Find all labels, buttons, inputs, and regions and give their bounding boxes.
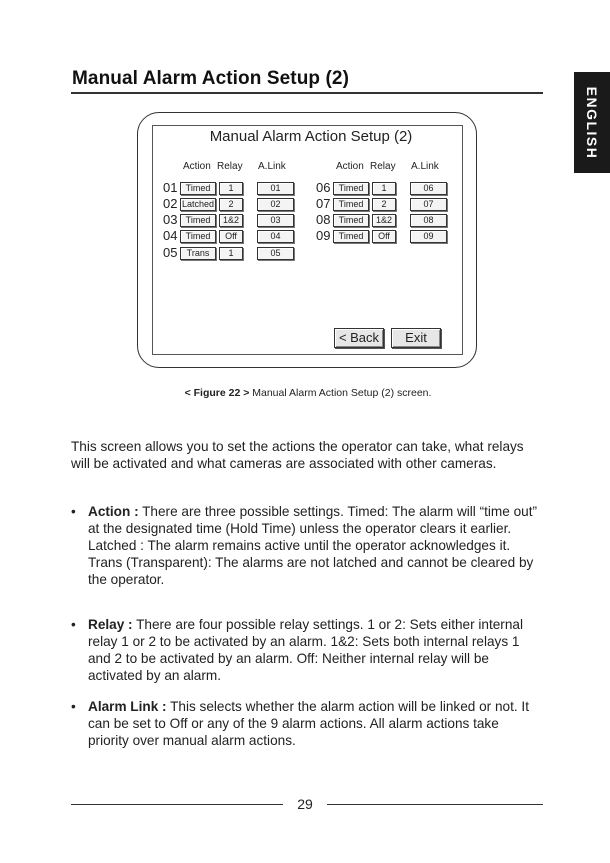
alarm-link-field[interactable]: 06 xyxy=(410,182,447,195)
figure-caption-label: < Figure 22 > xyxy=(184,387,250,399)
alarm-number: 01 xyxy=(163,180,178,195)
bullet-term: Relay : xyxy=(88,617,133,632)
figure-caption xyxy=(0,387,610,399)
alarm-number: 05 xyxy=(163,245,178,260)
page-number: 29 xyxy=(297,796,313,812)
action-field[interactable]: Timed xyxy=(180,182,216,195)
left-relay-header: Relay xyxy=(217,161,243,172)
alarm-link-field[interactable]: 09 xyxy=(410,230,447,243)
bullet-alarm-link xyxy=(71,698,541,750)
footer-rule-right xyxy=(327,804,543,805)
figure-caption-text: Manual Alarm Action Setup (2) screen. xyxy=(249,387,432,399)
action-field[interactable]: Timed xyxy=(180,230,216,243)
relay-field[interactable]: 1&2 xyxy=(219,214,243,227)
relay-field[interactable]: 1 xyxy=(219,247,243,260)
action-field[interactable]: Timed xyxy=(333,230,369,243)
alarm-number: 08 xyxy=(316,212,331,227)
relay-field[interactable]: 1 xyxy=(372,182,396,195)
bullet-description-continued: Latched : The alarm remains active until the operator acknowledges it. Trans (Transparent): The alarms are not latched and cannot be cleared by the operator. xyxy=(88,538,534,587)
bullet-dot: • xyxy=(71,504,76,519)
alarm-link-field[interactable]: 08 xyxy=(410,214,447,227)
relay-field[interactable]: 1&2 xyxy=(372,214,396,227)
bullet-action xyxy=(71,503,541,603)
action-field[interactable]: Trans xyxy=(180,247,216,260)
exit-button[interactable]: Exit xyxy=(391,328,441,348)
bullet-term: Action : xyxy=(88,504,139,519)
right-link-header: A.Link xyxy=(411,161,439,172)
alarm-link-field[interactable]: 02 xyxy=(257,198,294,211)
right-relay-header: Relay xyxy=(370,161,396,172)
action-field[interactable]: Timed xyxy=(333,214,369,227)
alarm-link-field[interactable]: 05 xyxy=(257,247,294,260)
intro-paragraph: This screen allows you to set the actions the operator can take, what relays will be activated and what cameras are associated with other cameras. xyxy=(71,439,524,471)
bullet-description: There are four possible relay settings. 1 or 2: Sets either internal relay 1 or 2 to be activated by an alarm. 1&2: Sets both internal relays 1 and 2 to be activated by an alarm. Off: Neither internal relay will be activated by an alarm. xyxy=(88,617,523,683)
left-action-header: Action xyxy=(183,161,211,172)
relay-field[interactable]: 1 xyxy=(219,182,243,195)
alarm-link-field[interactable]: 04 xyxy=(257,230,294,243)
alarm-link-field[interactable]: 03 xyxy=(257,214,294,227)
action-field[interactable]: Timed xyxy=(180,214,216,227)
bullet-dot: • xyxy=(71,617,76,632)
alarm-number: 03 xyxy=(163,212,178,227)
title-divider xyxy=(71,92,543,94)
relay-field[interactable]: Off xyxy=(372,230,396,243)
language-tab-label: ENGLISH xyxy=(584,86,600,159)
relay-field[interactable]: 2 xyxy=(372,198,396,211)
osd-screen-title: Manual Alarm Action Setup (2) xyxy=(209,128,413,145)
bullet-alarm-link-text xyxy=(88,698,538,749)
alarm-number: 06 xyxy=(316,180,331,195)
bullet-action-text xyxy=(88,503,538,588)
action-field[interactable]: Latched xyxy=(181,199,215,209)
bullet-relay-text xyxy=(88,616,538,684)
relay-field[interactable]: Off xyxy=(219,230,243,243)
language-tab xyxy=(574,72,610,173)
alarm-number: 09 xyxy=(316,228,331,243)
page-title: Manual Alarm Action Setup (2) xyxy=(72,68,350,89)
footer-rule-left xyxy=(71,804,283,805)
relay-field[interactable]: 2 xyxy=(219,198,243,211)
action-field[interactable]: Timed xyxy=(333,182,369,195)
bullet-dot: • xyxy=(71,699,76,714)
bullet-relay xyxy=(71,616,541,686)
alarm-link-field[interactable]: 01 xyxy=(257,182,294,195)
alarm-number: 02 xyxy=(163,196,178,211)
back-button[interactable]: < Back xyxy=(334,328,384,348)
bullet-description: This selects whether the alarm action will be linked or not. It can be set to Off or any of the 9 alarm actions. All alarm actions take priority over manual alarm actions. xyxy=(88,699,529,748)
bullet-term: Alarm Link : xyxy=(88,699,167,714)
bullet-description: There are three possible settings. Timed: The alarm will “time out” at the designated time (Hold Time) unless the operator clears it earlier. xyxy=(88,504,538,536)
alarm-number: 07 xyxy=(316,196,331,211)
alarm-number: 04 xyxy=(163,228,178,243)
alarm-link-field[interactable]: 07 xyxy=(410,198,447,211)
action-field[interactable]: Timed xyxy=(333,198,369,211)
right-action-header: Action xyxy=(336,161,364,172)
left-link-header: A.Link xyxy=(258,161,286,172)
